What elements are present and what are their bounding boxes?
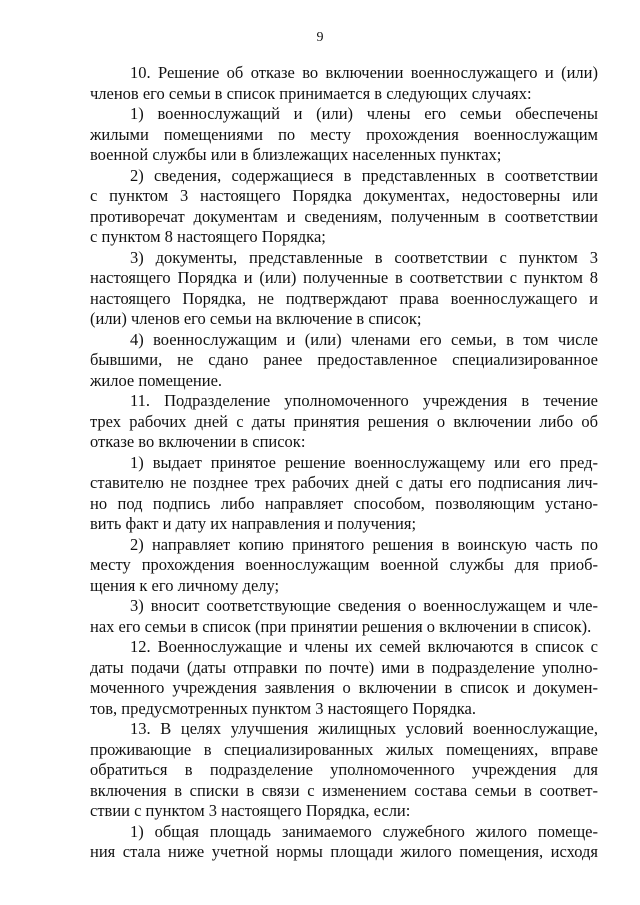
text-line: но под подпись либо направляет способом, позволяющим устано- [90,493,598,513]
text-line: 2) направляет копию принятого решения в воинскую часть по [130,534,598,554]
text-line: ставителю не позднее трех рабочих дней с даты его подписания лич- [90,473,598,492]
text-line: проживающие в специализированных жилых помещениях, вправе [90,739,598,759]
text-line: ния стала ниже учетной нормы площади жилого помещения, исходя [90,842,598,861]
text-line: настоящего Порядка и (или) полученные в соответствии с пунктом 8 [90,268,598,287]
text-line: 3) документы, представленные в соответствии с пунктом 3 [130,247,598,267]
text-line: жилое помещение. [90,370,223,390]
text-line: с пунктом 8 настоящего Порядка; [90,227,326,246]
text-line: отказе во включении в список: [90,432,306,451]
text-line: трех рабочих дней с даты принятия решения о включении либо об [90,411,598,431]
text-line: 1) военнослужащий и (или) члены его семьи обеспечены [130,104,598,123]
text-line: 12. Военнослужащие и члены их семей включаются в список с [130,637,598,656]
text-line: даты подачи (даты отправки по почте) ими в подразделение уполно- [90,657,598,677]
text-line: нах его семьи в список (при принятии решения о включении в список). [90,616,592,636]
text-line: с пунктом 3 настоящего Порядка документах, недостоверны или [90,186,598,205]
text-line: 4) военнослужащим и (или) членами его семьи, в том числе [130,329,598,349]
text-line: тов, предусмотренных пунктом 3 настоящего Порядка. [90,698,476,718]
text-line: месту прохождения военнослужащим военной службы для приоб- [90,555,598,574]
text-line: 10. Решение об отказе во включении военнослужащего и (или) [130,63,598,82]
text-line: военной службы или в близлежащих населенных пунктах; [90,145,502,164]
text-line: 1) выдает принятое решение военнослужащему или его пред- [130,452,598,472]
text-line: щения к его личному делу; [90,575,280,595]
text-line: вить факт и дату их направления и получения; [90,514,417,533]
text-line: 13. В целях улучшения жилищных условий военнослужащие, [130,719,598,738]
page-number: 9 [316,30,324,45]
document-body [90,63,598,863]
text-line: настоящего Порядка, не подтверждают права военнослужащего и [90,288,598,308]
text-line: жилыми помещениями по месту прохождения военнослужащим [90,124,598,144]
text-line: 1) общая площадь занимаемого служебного жилого помеще- [130,821,598,841]
text-line: моченного учреждения заявления о включении в список и докумен- [90,678,598,697]
text-line: членов его семьи в список принимается в следующих случаях: [90,83,532,103]
text-line: 2) сведения, содержащиеся в представленных в соответствии [130,165,598,185]
text-line: включения в списки в связи с изменением состава семьи в соответ- [90,780,598,800]
text-line: 3) вносит соответствующие сведения о военнослужащем и чле- [130,596,598,615]
text-line: бывшими, не сдано ранее предоставленное специализированное [90,350,598,369]
text-line: обратиться в подразделение уполномоченного учреждения для [90,760,598,779]
text-line: противоречат документам и сведениям, полученным в соответствии [90,206,598,226]
text-line: 11. Подразделение уполномоченного учреждения в течение [130,391,598,410]
text-line: (или) членов его семьи на включение в список; [90,309,422,328]
text-line: ствии с пунктом 3 настоящего Порядка, если: [90,801,411,820]
